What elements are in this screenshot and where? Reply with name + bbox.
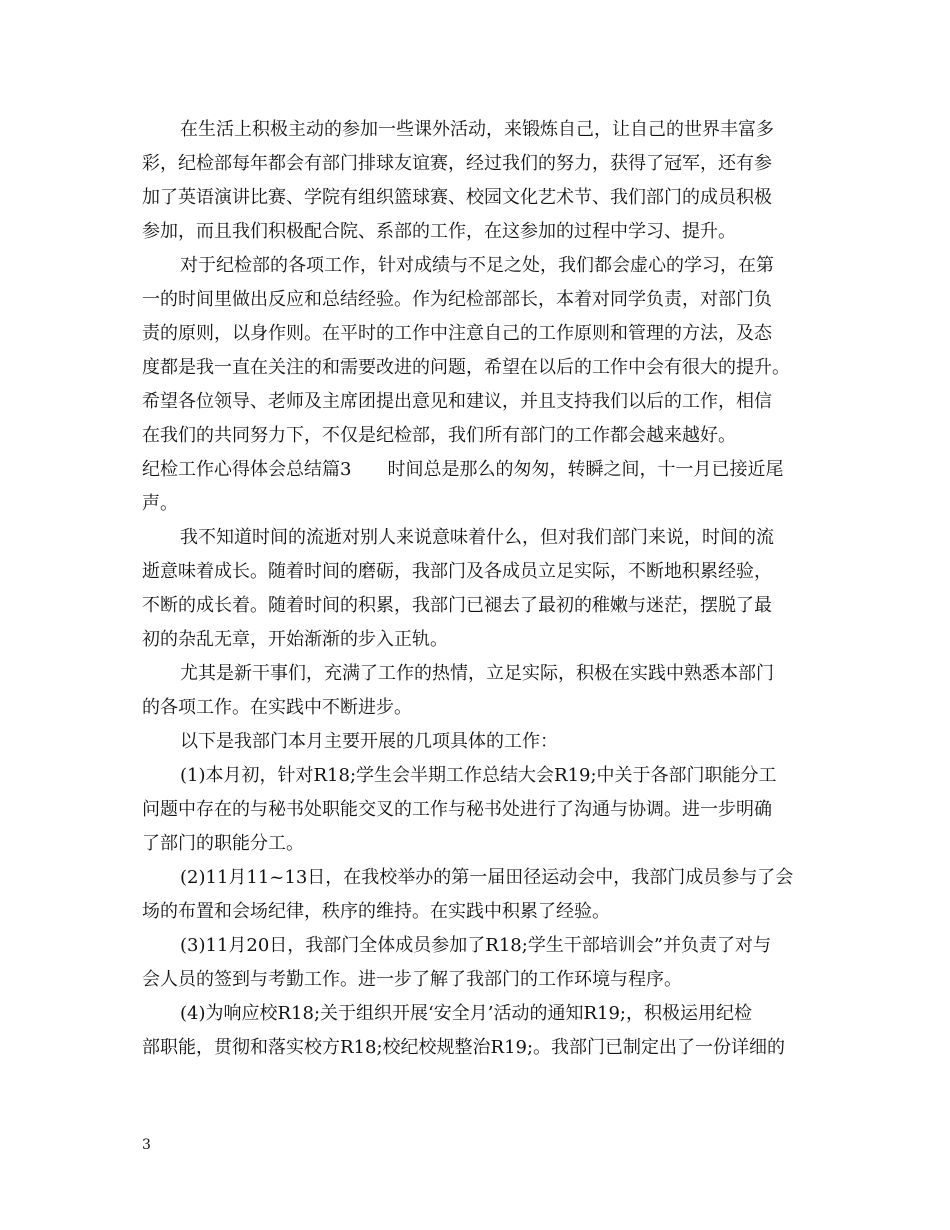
text-line: 场的布置和会场纪律，秩序的维持。在实践中积累了经验。 (142, 901, 610, 922)
text-line: (2)11月11~13日，在我校举办的第一届田径运动会中，我部门成员参与了会 (180, 867, 794, 888)
text-line: 对于纪检部的各项工作，针对成绩与不足之处，我们都会虚心的学习，在第 (180, 255, 774, 276)
text-line: 会人员的签到与考勤工作。进一步了解了我部门的工作环境与程序。 (142, 969, 682, 990)
text-line: 的各项工作。在实践中不断进步。 (142, 697, 412, 718)
text-line: 参加，而且我们积极配合院、系部的工作，在这参加的过程中学习、提升。 (142, 221, 736, 242)
text-line: 责的原则，以身作则。在平时的工作中注意自己的工作原则和管理的方法，及态 (142, 323, 772, 344)
text-line: 逝意味着成长。随着时间的磨砺，我部门及各成员立足实际，不断地积累经验， (142, 561, 772, 582)
text-line: 尤其是新干事们，充满了工作的热情，立足实际，积极在实践中熟悉本部门 (180, 663, 774, 684)
text-line: 我不知道时间的流逝对别人来说意味着什么，但对我们部门来说，时间的流 (180, 527, 774, 548)
text-line: 部职能，贯彻和落实校方R18;校纪校规整治R19;。我部门已制定出了一份详细的 (142, 1037, 786, 1058)
text-line: (3)11月20日，我部门全体成员参加了R18;学生干部培训会”并负责了对与 (180, 935, 772, 956)
text-line: 加了英语演讲比赛、学院有组织篮球赛、校园文化艺术节、我们部门的成员积极 (142, 187, 772, 208)
text-line: (4)为响应校R18;关于组织开展‘安全月’活动的通知R19;，积极运用纪检 (180, 1003, 752, 1024)
text-line: 声。 (142, 493, 178, 514)
text-line: 在生活上积极主动的参加一些课外活动，来锻炼自己，让自己的世界丰富多 (180, 119, 774, 140)
section-heading-line: 纪检工作心得体会总结篇3 时间总是那么的匆匆，转瞬之间，十一月已接近尾 (142, 459, 784, 480)
text-line: 不断的成长着。随着时间的积累，我部门已褪去了最初的稚嫩与迷茫，摆脱了最 (142, 595, 772, 616)
text-line: 一的时间里做出反应和总结经验。作为纪检部部长，本着对同学负责，对部门负 (142, 289, 772, 310)
text-line: 问题中存在的与秘书处职能交叉的工作与秘书处进行了沟通与协调。进一步明确 (142, 799, 772, 820)
text-line: 了部门的职能分工。 (142, 833, 304, 854)
text-line: 在我们的共同努力下，不仅是纪检部，我们所有部门的工作都会越来越好。 (142, 425, 736, 446)
text-line: 以下是我部门本月主要开展的几项具体的工作： (180, 731, 558, 752)
text-line: 度都是我一直在关注的和需要改进的问题，希望在以后的工作中会有很大的提升。 (142, 357, 790, 378)
text-line: (1)本月初，针对R18;学生会半期工作总结大会R19;中关于各部门职能分工 (180, 765, 777, 786)
page-number: 3 (142, 1137, 151, 1153)
text-line: 希望各位领导、老师及主席团提出意见和建议，并且支持我们以后的工作，相信 (142, 391, 772, 412)
text-line: 初的杂乱无章，开始渐渐的步入正轨。 (142, 629, 448, 650)
text-line: 彩，纪检部每年都会有部门排球友谊赛，经过我们的努力，获得了冠军，还有参 (142, 153, 772, 174)
